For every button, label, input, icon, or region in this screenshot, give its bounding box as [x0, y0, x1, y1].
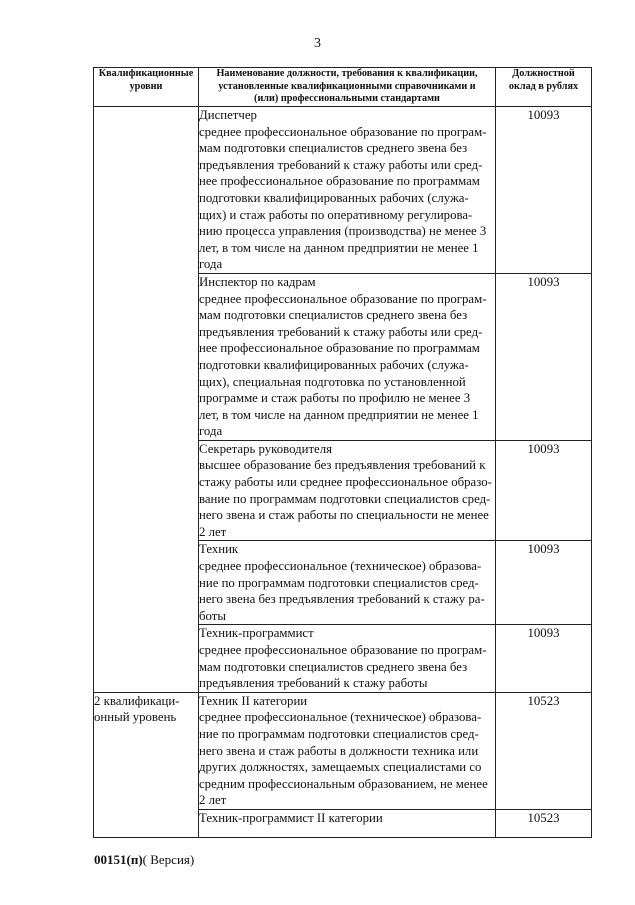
requirement-line: среднее профессиональное (техническое) образова- [199, 559, 482, 574]
requirement-line: нее профессиональное образование по программам [199, 341, 480, 356]
header-salary-line: Должностной [512, 68, 575, 79]
header-level [94, 68, 199, 107]
requirement-line: лет, в том числе на данном предприятии не менее 1 [199, 240, 479, 255]
requirement-line: нию процесса управления (производства) не менее 3 [199, 224, 487, 239]
header-level-line: Квалификационные [98, 68, 194, 79]
requirement-line: подготовки квалифицированных рабочих (служа- [199, 357, 469, 372]
position-cell [199, 809, 496, 837]
header-salary-line: оклад в рублях [508, 80, 579, 92]
requirement-line: 2 лет [199, 524, 227, 539]
position-title: Секретарь руководителя [199, 441, 333, 456]
requirement-line: программе и стаж работы по профилю не менее 3 [199, 391, 471, 406]
table-header-row [94, 68, 592, 107]
position-cell [199, 440, 496, 541]
salary-cell: 10093 [496, 440, 592, 541]
header-description-line: (или) профессиональными стандартами [254, 93, 440, 104]
requirement-line: средним профессиональным образованием, не менее [199, 776, 488, 791]
requirement-line: 2 лет [199, 793, 227, 808]
position-title: Инспектор по кадрам [199, 274, 316, 289]
position-cell [199, 692, 496, 809]
requirement-line: среднее профессиональное образование по програм- [199, 291, 487, 306]
requirement-line: мам подготовки специалистов среднего звена без [199, 659, 468, 674]
header-level-line: уровни [129, 80, 163, 92]
header-description [199, 68, 496, 107]
position-cell [199, 107, 496, 274]
level-label-line: онный уровень [94, 710, 177, 725]
salary-cell: 10523 [496, 692, 592, 809]
document-code-number: 00151(п) [94, 852, 143, 867]
page-number: 3 [314, 36, 321, 51]
requirement-line: среднее профессиональное образование по програм- [199, 643, 487, 657]
requirement-line: высшее образование без предъявления требований к [199, 458, 486, 473]
level-label-line: 2 квалификаци- [94, 693, 180, 708]
position-cell [199, 541, 496, 625]
requirement-line: лет, в том числе на данном предприятии не менее 1 [199, 407, 479, 422]
requirement-line: среднее профессиональное (техническое) образова- [199, 710, 482, 725]
requirement-line: предъявления требований к стажу работы [199, 676, 428, 691]
position-title: Техник-программист II категории [199, 810, 383, 825]
table-row [94, 692, 592, 809]
requirement-line: щих), специальная подготовка по установленной [199, 374, 466, 389]
requirement-line: года [199, 257, 223, 272]
salary-cell: 10093 [496, 625, 592, 692]
salary-cell: 10523 [496, 809, 592, 837]
requirement-line: других должностях, замещаемых специалистами со [199, 760, 482, 775]
level-cell [94, 692, 199, 837]
requirement-line: ние по программам подготовки специалистов сред- [199, 575, 479, 590]
requirement-line: него звена без предъявления требований к стажу ра- [199, 592, 485, 607]
requirement-line: мам подготовки специалистов среднего звена без [199, 308, 468, 323]
requirement-line: предъявления требований к стажу работы или сред- [199, 157, 483, 172]
document-version: ( Версия) [142, 852, 195, 867]
header-description-line: установленные квалификационными справочниками и [218, 80, 476, 92]
requirement-line: предъявления требований к стажу работы или сред- [199, 324, 483, 339]
header-salary [496, 68, 592, 107]
requirement-line: него звена и стаж работы по специальности не менее [199, 508, 489, 523]
position-cell [199, 625, 496, 692]
requirement-line: него звена и стаж работы в должности техника или [199, 743, 479, 758]
position-title: Техник II категории [199, 693, 308, 708]
salary-cell: 10093 [496, 107, 592, 274]
requirement-line: подготовки квалифицированных рабочих (служа- [199, 190, 469, 205]
requirement-line: щих) и стаж работы по оперативному регулирова- [199, 207, 473, 222]
requirement-line: среднее профессиональное образование по програм- [199, 124, 487, 139]
requirement-line: мам подготовки специалистов среднего звена без [199, 141, 468, 156]
salary-cell: 10093 [496, 273, 592, 440]
requirement-line: стажу работы или среднее профессиональное образо- [199, 475, 492, 490]
requirement-line: вание по программам подготовки специалистов сред- [199, 491, 491, 506]
requirement-line: года [199, 424, 223, 439]
requirement-line: боты [199, 608, 226, 623]
header-description-line: Наименование должности, требования к квалификации, [216, 68, 478, 79]
table-row [94, 107, 592, 274]
level-cell-empty [94, 107, 199, 693]
requirement-line: ние по программам подготовки специалистов сред- [199, 726, 479, 741]
position-cell [199, 273, 496, 440]
document-code [94, 852, 194, 868]
position-title: Техник-программист [199, 626, 314, 641]
requirement-line: нее профессиональное образование по программам [199, 174, 480, 189]
position-title: Техник [199, 542, 239, 557]
salary-table [93, 67, 592, 838]
salary-cell: 10093 [496, 541, 592, 625]
position-title: Диспетчер [199, 108, 257, 122]
